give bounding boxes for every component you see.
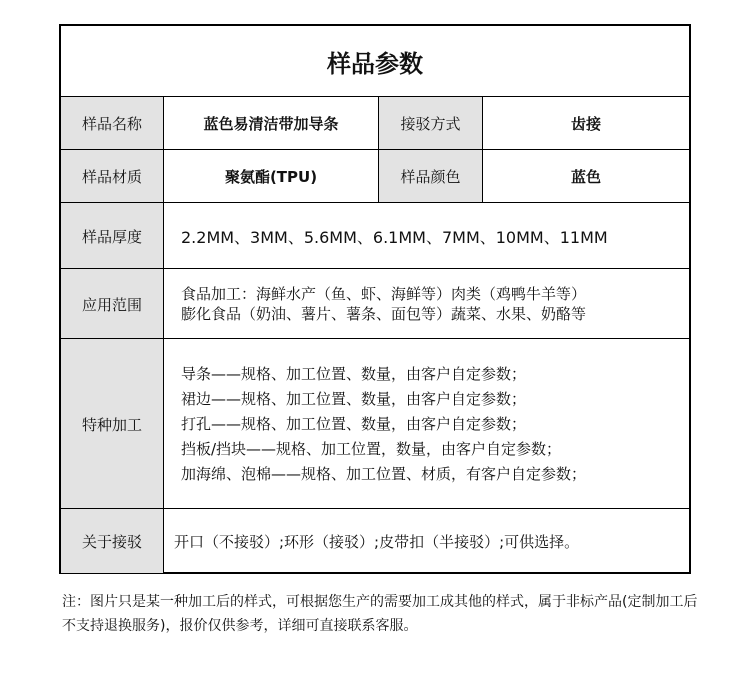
application-line: 膨化食品（奶油、薯片、薯条、面包等）蔬菜、水果、奶酪等 — [181, 305, 587, 323]
special-row — [61, 338, 689, 509]
table-title: 样品参数 — [327, 49, 423, 78]
title-row — [61, 26, 689, 96]
joint-value: 开口（不接驳）;环形（接驳）;皮带扣（半接驳）;可供选择。 — [174, 532, 580, 551]
name-value: 蓝色易清洁带加导条 — [203, 115, 339, 133]
special-line: 打孔——规格、加工位置、数量，由客户自定参数； — [181, 414, 527, 433]
joint-method-label: 接驳方式 — [378, 97, 483, 150]
special-label: 特种加工 — [61, 339, 164, 509]
application-line: 食品加工：海鲜水产（鱼、虾、海鲜等）肉类（鸡鸭牛羊等） — [181, 285, 587, 303]
special-line: 裙边——规格、加工位置、数量，由客户自定参数； — [181, 389, 527, 408]
joint-label: 关于接驳 — [61, 509, 164, 573]
joint-row — [61, 508, 689, 573]
sample-params-table — [59, 24, 691, 574]
special-line: 加海绵、泡棉——规格、加工位置、材质，有客户自定参数； — [181, 464, 587, 483]
thickness-label: 样品厚度 — [61, 203, 164, 269]
color-value: 蓝色 — [570, 168, 601, 186]
joint-method-value: 齿接 — [570, 115, 601, 133]
color-label: 样品颜色 — [378, 150, 483, 203]
thickness-value: 2.2MM、3MM、5.6MM、6.1MM、7MM、10MM、11MM — [181, 227, 608, 247]
application-row — [61, 268, 689, 339]
special-line: 挡板/挡块——规格、加工位置，数量，由客户自定参数； — [181, 439, 562, 458]
material-row — [61, 149, 689, 203]
special-value — [164, 339, 689, 509]
application-value — [164, 269, 689, 339]
thickness-row — [61, 202, 689, 269]
special-line: 导条——规格、加工位置、数量，由客户自定参数； — [181, 364, 527, 383]
name-row — [61, 96, 689, 150]
name-label: 样品名称 — [61, 97, 164, 150]
material-value: 聚氨酯(TPU) — [224, 168, 318, 186]
application-label: 应用范围 — [61, 269, 164, 339]
footnote: 注：图片只是某一种加工后的样式，可根据您生产的需要加工成其他的样式，属于非标产品(定制加工后不支持退换服务)，报价仅供参考，详细可直接联系客服。 — [62, 594, 698, 634]
material-label: 样品材质 — [61, 150, 164, 203]
